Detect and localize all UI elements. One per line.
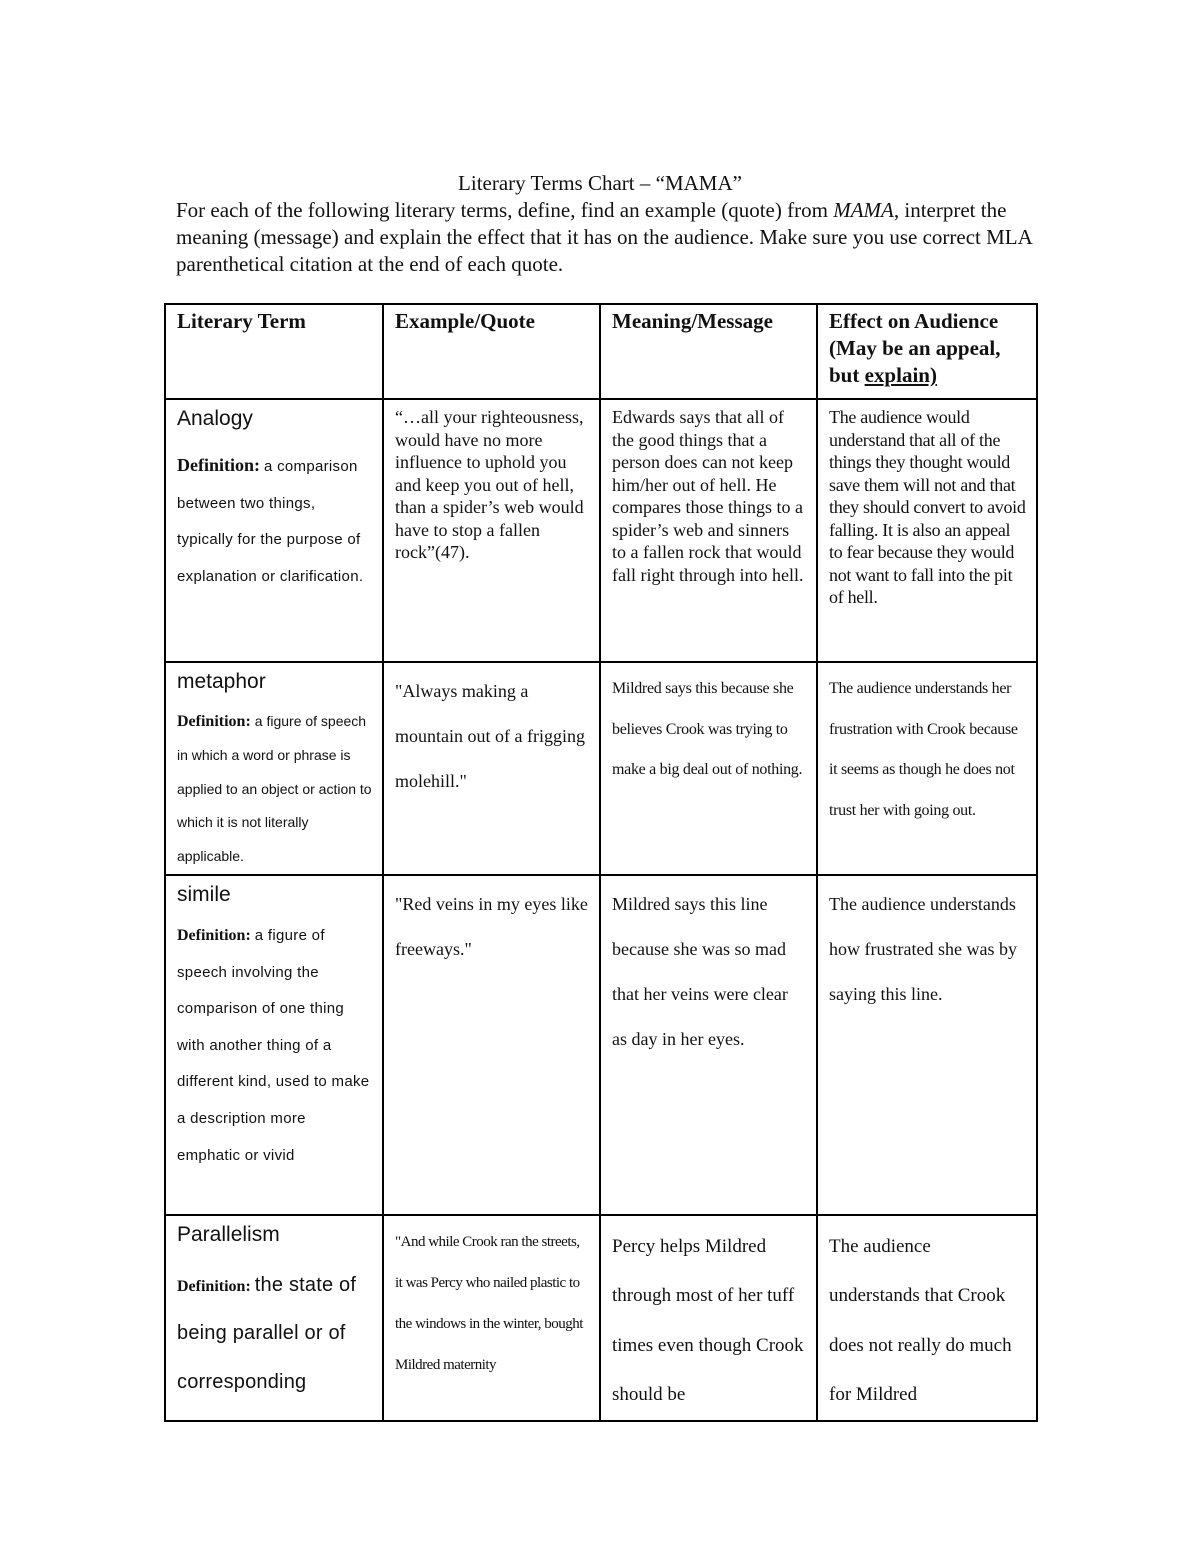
effect-cell: The audience understands her frustration with Crook because it seems as though he does not trust her with going out. [817,662,1037,875]
term-cell [165,875,383,1215]
term-name: Analogy [177,407,253,430]
meaning-cell: Mildred says this because she believes Crook was trying to make a big deal out of nothing. [600,662,817,875]
term-cell [165,1215,383,1421]
definition-label: Definition: [177,1277,251,1295]
term-name: simile [177,882,231,906]
quote-cell: "And while Crook ran the streets, it was Percy who nailed plastic to the windows in the winter, bought Mildred maternity [383,1215,600,1421]
term-name: Parallelism [177,1222,280,1246]
column-header-effect-underlined: explain) [864,363,937,387]
definition-text: a comparison between two things, typically for the purpose of explanation or clarification. [177,458,364,585]
definition-label: Definition: [177,455,260,475]
definition-label: Definition: [177,926,251,944]
definition [177,447,372,595]
instructions-text-end: , interpret the meaning (message) and explain the effect that it has on the audience. Make sure you use correct MLA parenthetical citation at the end of each quote. [176,198,1032,276]
effect-cell: The audience would understand that all of the things they thought would save them will not and that they should convert to avoid falling. It is also an appeal to fear because they would not want to fall into the pit of hell. [817,399,1037,662]
table-row [165,662,1037,875]
column-header-term: Literary Term [165,304,383,399]
table-header-row [165,304,1037,399]
definition-text: a figure of speech in which a word or phrase is applied to an object or action to which it is not literally applicable. [177,713,372,865]
literary-terms-table [164,303,1038,1422]
page-title: Literary Terms Chart – “MAMA” [458,171,742,195]
column-header-effect-text: Effect on Audience (May be an appeal, but [829,309,1001,387]
effect-cell: The audience understands that Crook does not really do much for Mildred [817,1215,1037,1421]
instructions-text-start: For each of the following literary terms, define, find an example (quote) from [176,198,834,222]
meaning-cell: Edwards says that all of the good things that a person does can not keep him/her out of hell. He compares those things to a spider’s web and sinners to a fallen rock that would fall right through into hell. [600,399,817,662]
table-row [165,875,1037,1215]
quote-cell: “…all your righteousness, would have no more influence to uphold you and keep you out of hell, than a spider’s web would have to stop a fallen rock”(47). [383,399,600,662]
term-name: metaphor [177,670,266,693]
table-row [165,399,1037,662]
definition-text: the state of being parallel or of corresponding [177,1273,357,1393]
instructions [176,197,1036,278]
meaning-cell: Mildred says this line because she was so mad that her veins were clear as day in her eyes. [600,875,817,1215]
definition-text: a figure of speech involving the comparison of one thing with another thing of a different kind, used to make a description more emphatic or vivid [177,926,370,1164]
definition [177,918,372,1174]
term-cell [165,399,383,662]
term-cell [165,662,383,875]
table-row [165,1215,1037,1421]
effect-cell: The audience understands how frustrated she was by saying this line. [817,875,1037,1215]
definition-label: Definition: [177,713,251,730]
quote-cell: "Always making a mountain out of a frigging molehill." [383,662,600,875]
column-header-meaning: Meaning/Message [600,304,817,399]
definition [177,1262,372,1408]
meaning-cell: Percy helps Mildred through most of her tuff times even though Crook should be [600,1215,817,1421]
column-header-quote: Example/Quote [383,304,600,399]
column-header-effect [817,304,1037,399]
definition [177,705,372,874]
instructions-play-title: MAMA [833,198,894,222]
quote-cell: "Red veins in my eyes like freeways." [383,875,600,1215]
